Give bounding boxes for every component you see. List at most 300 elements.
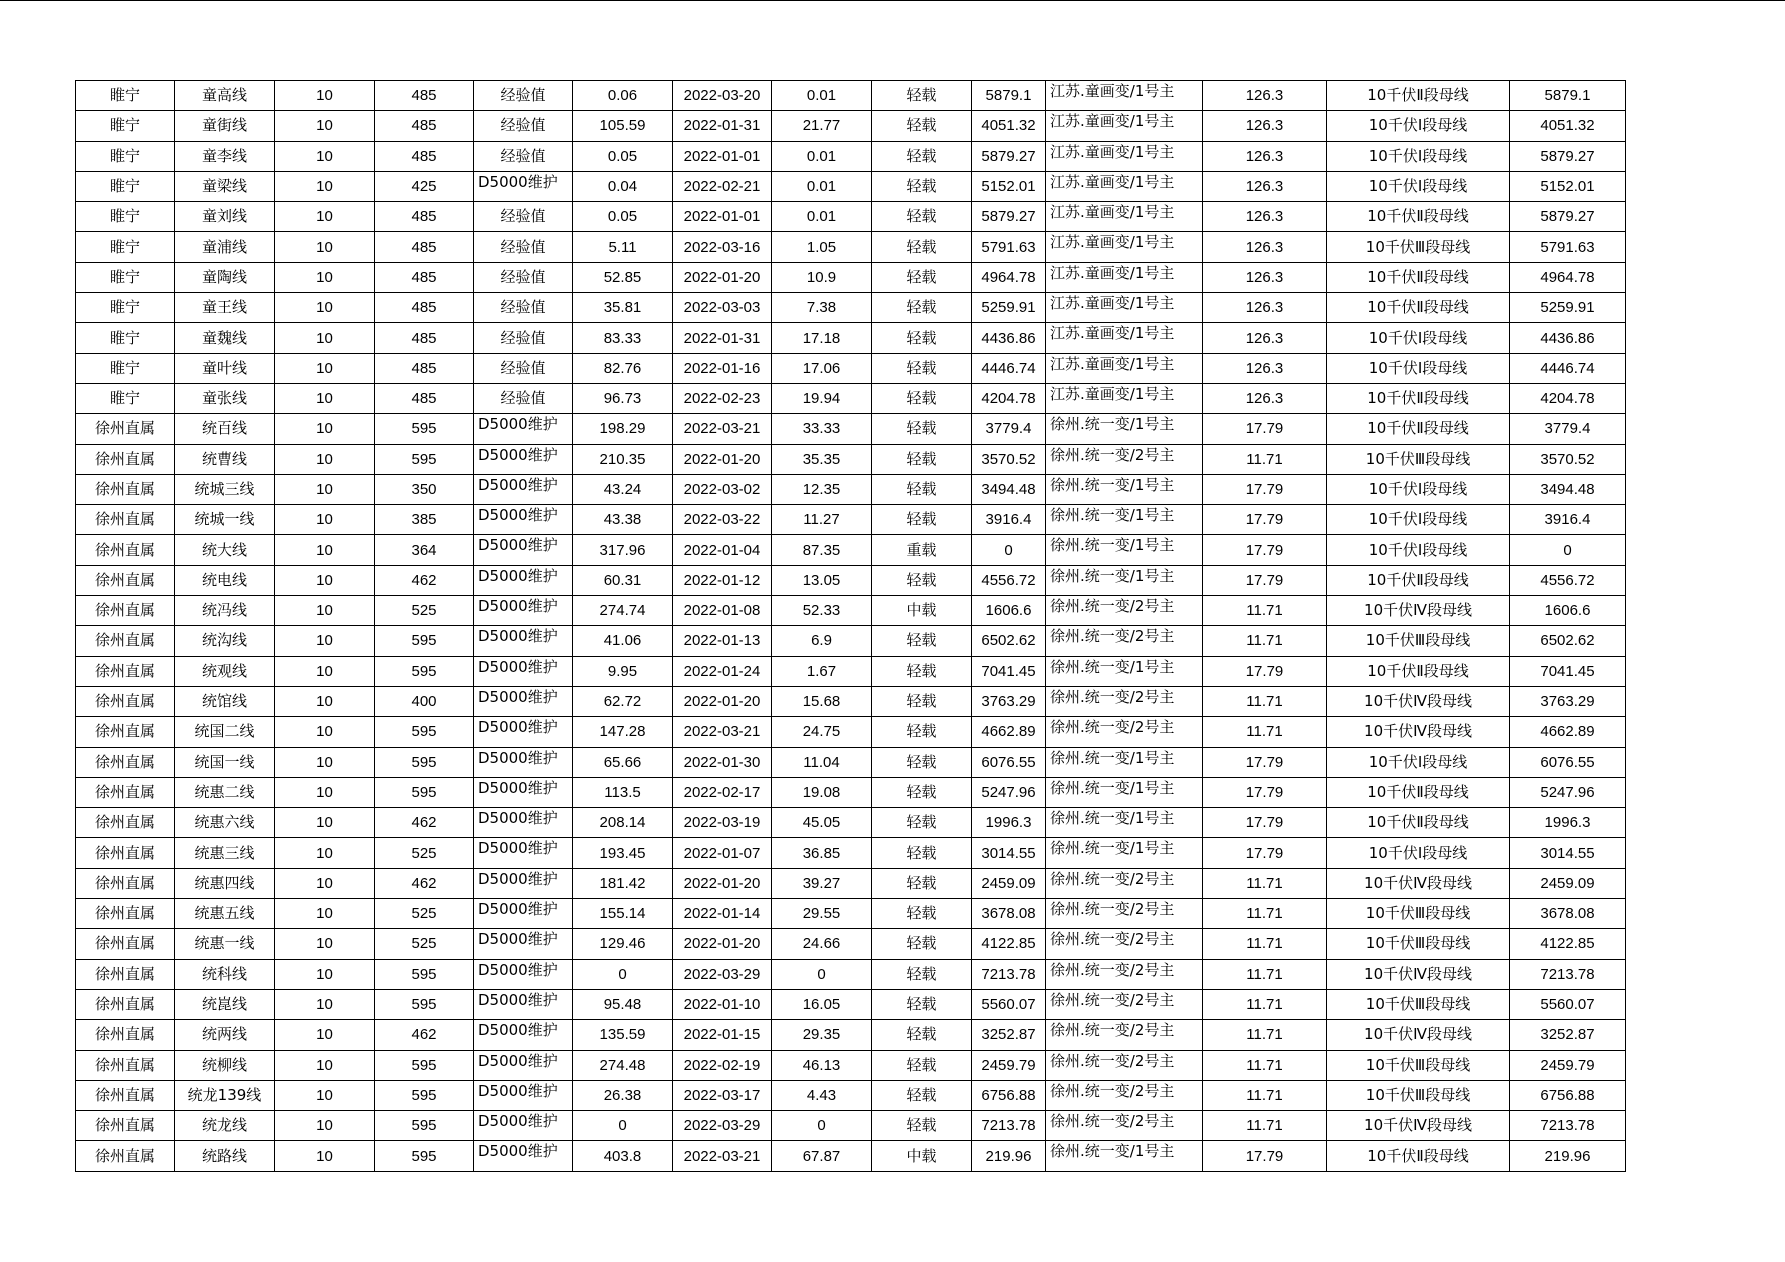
- current-source-cell: D5000维护: [474, 1111, 573, 1141]
- max-date-cell: 2022-01-20: [673, 929, 772, 959]
- margin-cell: 219.96: [972, 1141, 1046, 1171]
- margin-cell: 5560.07: [972, 989, 1046, 1019]
- bus-section-cell: 10千伏Ⅳ段母线: [1327, 959, 1510, 989]
- margin-cell: 0: [972, 535, 1046, 565]
- bus-section-cell: 10千伏Ⅳ段母线: [1327, 1020, 1510, 1050]
- unit-cell: 徐州直属: [76, 1050, 175, 1080]
- max-date-cell: 2022-03-29: [673, 1111, 772, 1141]
- load-status-cell: 轻载: [872, 474, 972, 504]
- load-rate-cell: 0: [772, 1111, 872, 1141]
- current-source-cell: D5000维护: [474, 171, 573, 201]
- unit-cell: 睢宁: [76, 111, 175, 141]
- table-row: [76, 808, 1626, 838]
- load-status-cell: 轻载: [872, 171, 972, 201]
- load-rate-cell: 10.9: [772, 262, 872, 292]
- main-transformer-cell: 徐州.统一变/1号主: [1046, 474, 1203, 504]
- bus-section-cell: 10千伏Ⅲ段母线: [1327, 626, 1510, 656]
- bus-section-cell: 10千伏Ⅲ段母线: [1327, 989, 1510, 1019]
- transformer-capacity-cell: 17.79: [1203, 474, 1327, 504]
- transformer-capacity-cell: 126.3: [1203, 171, 1327, 201]
- available-capacity-cell: 7041.45: [1510, 656, 1626, 686]
- load-status-cell: 轻载: [872, 565, 972, 595]
- max-current-cell: 113.5: [573, 777, 673, 807]
- feeder-name-cell: 统馆线: [175, 686, 275, 716]
- current-source-cell: D5000维护: [474, 929, 573, 959]
- table-row: [76, 1111, 1626, 1141]
- max-current-cell: 193.45: [573, 838, 673, 868]
- main-transformer-cell: 徐州.统一变/2号主: [1046, 1020, 1203, 1050]
- max-date-cell: 2022-01-10: [673, 989, 772, 1019]
- available-capacity-cell: 4051.32: [1510, 111, 1626, 141]
- available-capacity-cell: 2459.09: [1510, 868, 1626, 898]
- unit-cell: 徐州直属: [76, 929, 175, 959]
- available-capacity-cell: 6502.62: [1510, 626, 1626, 656]
- feeder-name-cell: 童魏线: [175, 323, 275, 353]
- voltage-cell: 10: [275, 959, 375, 989]
- unit-cell: 徐州直属: [76, 1020, 175, 1050]
- main-transformer-cell: 徐州.统一变/1号主: [1046, 777, 1203, 807]
- max-current-cell: 0.05: [573, 141, 673, 171]
- bus-section-cell: 10千伏Ⅰ段母线: [1327, 505, 1510, 535]
- max-current-cell: 0: [573, 959, 673, 989]
- available-capacity-cell: 3763.29: [1510, 686, 1626, 716]
- transformer-capacity-cell: 17.79: [1203, 535, 1327, 565]
- max-current-cell: 43.24: [573, 474, 673, 504]
- max-date-cell: 2022-01-01: [673, 202, 772, 232]
- max-current-cell: 129.46: [573, 929, 673, 959]
- rated-current-cell: 485: [375, 353, 474, 383]
- feeder-name-cell: 统观线: [175, 656, 275, 686]
- max-current-cell: 35.81: [573, 293, 673, 323]
- rated-current-cell: 462: [375, 868, 474, 898]
- rated-current-cell: 525: [375, 838, 474, 868]
- table-row: [76, 171, 1626, 201]
- max-date-cell: 2022-01-07: [673, 838, 772, 868]
- max-current-cell: 135.59: [573, 1020, 673, 1050]
- margin-cell: 3763.29: [972, 686, 1046, 716]
- table-row: [76, 989, 1626, 1019]
- load-status-cell: 轻载: [872, 232, 972, 262]
- margin-cell: 4556.72: [972, 565, 1046, 595]
- available-capacity-cell: 5879.27: [1510, 141, 1626, 171]
- max-current-cell: 96.73: [573, 383, 673, 413]
- available-capacity-cell: 5560.07: [1510, 989, 1626, 1019]
- main-transformer-cell: 徐州.统一变/1号主: [1046, 747, 1203, 777]
- max-current-cell: 60.31: [573, 565, 673, 595]
- max-date-cell: 2022-03-20: [673, 81, 772, 111]
- table-row: [76, 868, 1626, 898]
- load-status-cell: 轻载: [872, 505, 972, 535]
- unit-cell: 徐州直属: [76, 1111, 175, 1141]
- feeder-name-cell: 童浦线: [175, 232, 275, 262]
- load-status-cell: 轻载: [872, 1020, 972, 1050]
- feeder-name-cell: 统沟线: [175, 626, 275, 656]
- unit-cell: 徐州直属: [76, 989, 175, 1019]
- main-transformer-cell: 徐州.统一变/2号主: [1046, 626, 1203, 656]
- margin-cell: 5879.27: [972, 202, 1046, 232]
- feeder-name-cell: 统惠三线: [175, 838, 275, 868]
- table-row: [76, 535, 1626, 565]
- unit-cell: 徐州直属: [76, 474, 175, 504]
- load-rate-cell: 29.55: [772, 899, 872, 929]
- main-transformer-cell: 徐州.统一变/2号主: [1046, 717, 1203, 747]
- load-rate-cell: 36.85: [772, 838, 872, 868]
- rated-current-cell: 595: [375, 626, 474, 656]
- current-source-cell: D5000维护: [474, 717, 573, 747]
- available-capacity-cell: 1606.6: [1510, 596, 1626, 626]
- max-date-cell: 2022-03-16: [673, 232, 772, 262]
- feeder-name-cell: 童刘线: [175, 202, 275, 232]
- feeder-name-cell: 统龙139线: [175, 1080, 275, 1110]
- transformer-capacity-cell: 11.71: [1203, 444, 1327, 474]
- feeder-name-cell: 童王线: [175, 293, 275, 323]
- max-date-cell: 2022-01-20: [673, 686, 772, 716]
- available-capacity-cell: 3014.55: [1510, 838, 1626, 868]
- main-transformer-cell: 徐州.统一变/2号主: [1046, 1050, 1203, 1080]
- bus-section-cell: 10千伏Ⅰ段母线: [1327, 141, 1510, 171]
- max-current-cell: 62.72: [573, 686, 673, 716]
- table-row: [76, 1050, 1626, 1080]
- available-capacity-cell: 5879.1: [1510, 81, 1626, 111]
- rated-current-cell: 485: [375, 111, 474, 141]
- current-source-cell: 经验值: [474, 383, 573, 413]
- voltage-cell: 10: [275, 626, 375, 656]
- voltage-cell: 10: [275, 262, 375, 292]
- rated-current-cell: 595: [375, 747, 474, 777]
- available-capacity-cell: 0: [1510, 535, 1626, 565]
- load-status-cell: 轻载: [872, 747, 972, 777]
- bus-section-cell: 10千伏Ⅱ段母线: [1327, 777, 1510, 807]
- feeder-name-cell: 统惠四线: [175, 868, 275, 898]
- unit-cell: 徐州直属: [76, 444, 175, 474]
- feeder-name-cell: 统崑线: [175, 989, 275, 1019]
- load-rate-cell: 13.05: [772, 565, 872, 595]
- available-capacity-cell: 5247.96: [1510, 777, 1626, 807]
- margin-cell: 4964.78: [972, 262, 1046, 292]
- current-source-cell: D5000维护: [474, 656, 573, 686]
- load-rate-cell: 52.33: [772, 596, 872, 626]
- load-status-cell: 轻载: [872, 202, 972, 232]
- current-source-cell: D5000维护: [474, 747, 573, 777]
- current-source-cell: D5000维护: [474, 535, 573, 565]
- rated-current-cell: 595: [375, 656, 474, 686]
- voltage-cell: 10: [275, 232, 375, 262]
- bus-section-cell: 10千伏Ⅲ段母线: [1327, 232, 1510, 262]
- load-rate-cell: 19.94: [772, 383, 872, 413]
- unit-cell: 徐州直属: [76, 808, 175, 838]
- main-transformer-cell: 徐州.统一变/1号主: [1046, 808, 1203, 838]
- feeder-name-cell: 童梁线: [175, 171, 275, 201]
- max-current-cell: 0.06: [573, 81, 673, 111]
- available-capacity-cell: 6076.55: [1510, 747, 1626, 777]
- transformer-capacity-cell: 126.3: [1203, 81, 1327, 111]
- voltage-cell: 10: [275, 323, 375, 353]
- margin-cell: 4122.85: [972, 929, 1046, 959]
- main-transformer-cell: 徐州.统一变/2号主: [1046, 868, 1203, 898]
- transformer-capacity-cell: 126.3: [1203, 262, 1327, 292]
- max-date-cell: 2022-03-02: [673, 474, 772, 504]
- voltage-cell: 10: [275, 1111, 375, 1141]
- table-row: [76, 474, 1626, 504]
- current-source-cell: D5000维护: [474, 989, 573, 1019]
- max-date-cell: 2022-03-19: [673, 808, 772, 838]
- max-date-cell: 2022-01-24: [673, 656, 772, 686]
- load-rate-cell: 67.87: [772, 1141, 872, 1171]
- available-capacity-cell: 7213.78: [1510, 1111, 1626, 1141]
- max-date-cell: 2022-03-17: [673, 1080, 772, 1110]
- current-source-cell: 经验值: [474, 293, 573, 323]
- feeder-name-cell: 统惠一线: [175, 929, 275, 959]
- available-capacity-cell: 5259.91: [1510, 293, 1626, 323]
- unit-cell: 睢宁: [76, 323, 175, 353]
- unit-cell: 徐州直属: [76, 747, 175, 777]
- main-transformer-cell: 江苏.童画变/1号主: [1046, 202, 1203, 232]
- transformer-capacity-cell: 11.71: [1203, 959, 1327, 989]
- bus-section-cell: 10千伏Ⅰ段母线: [1327, 838, 1510, 868]
- max-date-cell: 2022-01-20: [673, 868, 772, 898]
- available-capacity-cell: 3570.52: [1510, 444, 1626, 474]
- max-date-cell: 2022-01-30: [673, 747, 772, 777]
- feeder-name-cell: 童张线: [175, 383, 275, 413]
- max-current-cell: 0.04: [573, 171, 673, 201]
- load-status-cell: 轻载: [872, 1050, 972, 1080]
- main-transformer-cell: 江苏.童画变/1号主: [1046, 111, 1203, 141]
- load-status-cell: 轻载: [872, 717, 972, 747]
- max-date-cell: 2022-01-14: [673, 899, 772, 929]
- max-date-cell: 2022-03-22: [673, 505, 772, 535]
- transformer-capacity-cell: 11.71: [1203, 596, 1327, 626]
- load-rate-cell: 21.77: [772, 111, 872, 141]
- load-rate-cell: 4.43: [772, 1080, 872, 1110]
- bus-section-cell: 10千伏Ⅱ段母线: [1327, 262, 1510, 292]
- available-capacity-cell: 4204.78: [1510, 383, 1626, 413]
- transformer-capacity-cell: 126.3: [1203, 111, 1327, 141]
- max-current-cell: 26.38: [573, 1080, 673, 1110]
- load-rate-cell: 1.67: [772, 656, 872, 686]
- transformer-capacity-cell: 17.79: [1203, 565, 1327, 595]
- load-status-cell: 轻载: [872, 81, 972, 111]
- current-source-cell: D5000维护: [474, 1080, 573, 1110]
- current-source-cell: D5000维护: [474, 959, 573, 989]
- unit-cell: 徐州直属: [76, 565, 175, 595]
- voltage-cell: 10: [275, 141, 375, 171]
- load-rate-cell: 0.01: [772, 171, 872, 201]
- load-rate-cell: 11.04: [772, 747, 872, 777]
- rated-current-cell: 425: [375, 171, 474, 201]
- bus-section-cell: 10千伏Ⅲ段母线: [1327, 899, 1510, 929]
- max-current-cell: 5.11: [573, 232, 673, 262]
- max-current-cell: 83.33: [573, 323, 673, 353]
- unit-cell: 徐州直属: [76, 686, 175, 716]
- transformer-capacity-cell: 126.3: [1203, 202, 1327, 232]
- rated-current-cell: 525: [375, 596, 474, 626]
- load-rate-cell: 24.66: [772, 929, 872, 959]
- current-source-cell: 经验值: [474, 81, 573, 111]
- load-rate-cell: 17.06: [772, 353, 872, 383]
- feeder-name-cell: 童叶线: [175, 353, 275, 383]
- max-date-cell: 2022-01-08: [673, 596, 772, 626]
- rated-current-cell: 485: [375, 81, 474, 111]
- load-rate-cell: 15.68: [772, 686, 872, 716]
- feeder-name-cell: 统路线: [175, 1141, 275, 1171]
- max-current-cell: 105.59: [573, 111, 673, 141]
- current-source-cell: 经验值: [474, 111, 573, 141]
- current-source-cell: D5000维护: [474, 899, 573, 929]
- current-source-cell: 经验值: [474, 353, 573, 383]
- unit-cell: 徐州直属: [76, 899, 175, 929]
- load-status-cell: 轻载: [872, 838, 972, 868]
- load-rate-cell: 16.05: [772, 989, 872, 1019]
- bus-section-cell: 10千伏Ⅱ段母线: [1327, 565, 1510, 595]
- table-row: [76, 717, 1626, 747]
- rated-current-cell: 485: [375, 202, 474, 232]
- load-rate-cell: 7.38: [772, 293, 872, 323]
- load-status-cell: 中载: [872, 596, 972, 626]
- bus-section-cell: 10千伏Ⅰ段母线: [1327, 353, 1510, 383]
- unit-cell: 睢宁: [76, 232, 175, 262]
- max-current-cell: 403.8: [573, 1141, 673, 1171]
- load-status-cell: 轻载: [872, 323, 972, 353]
- rated-current-cell: 385: [375, 505, 474, 535]
- load-rate-cell: 6.9: [772, 626, 872, 656]
- unit-cell: 徐州直属: [76, 1080, 175, 1110]
- max-date-cell: 2022-01-31: [673, 323, 772, 353]
- bus-section-cell: 10千伏Ⅳ段母线: [1327, 686, 1510, 716]
- transformer-capacity-cell: 11.71: [1203, 899, 1327, 929]
- load-rate-cell: 46.13: [772, 1050, 872, 1080]
- margin-cell: 6756.88: [972, 1080, 1046, 1110]
- table-row: [76, 899, 1626, 929]
- max-date-cell: 2022-03-03: [673, 293, 772, 323]
- max-date-cell: 2022-01-31: [673, 111, 772, 141]
- max-date-cell: 2022-02-21: [673, 171, 772, 201]
- max-date-cell: 2022-02-17: [673, 777, 772, 807]
- load-status-cell: 轻载: [872, 899, 972, 929]
- max-date-cell: 2022-03-21: [673, 1141, 772, 1171]
- bus-section-cell: 10千伏Ⅱ段母线: [1327, 414, 1510, 444]
- transformer-capacity-cell: 17.79: [1203, 777, 1327, 807]
- margin-cell: 7213.78: [972, 1111, 1046, 1141]
- load-rate-cell: 87.35: [772, 535, 872, 565]
- load-status-cell: 轻载: [872, 686, 972, 716]
- load-status-cell: 轻载: [872, 1111, 972, 1141]
- main-transformer-cell: 徐州.统一变/2号主: [1046, 444, 1203, 474]
- voltage-cell: 10: [275, 808, 375, 838]
- rated-current-cell: 462: [375, 1020, 474, 1050]
- rated-current-cell: 595: [375, 1050, 474, 1080]
- margin-cell: 7041.45: [972, 656, 1046, 686]
- table-row: [76, 656, 1626, 686]
- current-source-cell: D5000维护: [474, 1020, 573, 1050]
- current-source-cell: D5000维护: [474, 868, 573, 898]
- transformer-capacity-cell: 11.71: [1203, 929, 1327, 959]
- max-date-cell: 2022-01-13: [673, 626, 772, 656]
- max-current-cell: 9.95: [573, 656, 673, 686]
- table-row: [76, 1020, 1626, 1050]
- table-row: [76, 81, 1626, 111]
- voltage-cell: 10: [275, 989, 375, 1019]
- main-transformer-cell: 徐州.统一变/1号主: [1046, 414, 1203, 444]
- max-date-cell: 2022-02-19: [673, 1050, 772, 1080]
- main-transformer-cell: 徐州.统一变/2号主: [1046, 1080, 1203, 1110]
- margin-cell: 3570.52: [972, 444, 1046, 474]
- rated-current-cell: 364: [375, 535, 474, 565]
- feeder-name-cell: 统惠二线: [175, 777, 275, 807]
- load-status-cell: 轻载: [872, 868, 972, 898]
- available-capacity-cell: 3678.08: [1510, 899, 1626, 929]
- feeder-name-cell: 统科线: [175, 959, 275, 989]
- max-current-cell: 41.06: [573, 626, 673, 656]
- bus-section-cell: 10千伏Ⅱ段母线: [1327, 656, 1510, 686]
- available-capacity-cell: 4446.74: [1510, 353, 1626, 383]
- load-status-cell: 轻载: [872, 808, 972, 838]
- available-capacity-cell: 4964.78: [1510, 262, 1626, 292]
- transformer-capacity-cell: 17.79: [1203, 1141, 1327, 1171]
- rated-current-cell: 462: [375, 565, 474, 595]
- unit-cell: 徐州直属: [76, 838, 175, 868]
- current-source-cell: D5000维护: [474, 838, 573, 868]
- main-transformer-cell: 徐州.统一变/1号主: [1046, 656, 1203, 686]
- max-date-cell: 2022-03-21: [673, 717, 772, 747]
- feeder-name-cell: 童李线: [175, 141, 275, 171]
- available-capacity-cell: 5152.01: [1510, 171, 1626, 201]
- available-capacity-cell: 1996.3: [1510, 808, 1626, 838]
- margin-cell: 4051.32: [972, 111, 1046, 141]
- bus-section-cell: 10千伏Ⅲ段母线: [1327, 929, 1510, 959]
- voltage-cell: 10: [275, 505, 375, 535]
- available-capacity-cell: 6756.88: [1510, 1080, 1626, 1110]
- table-row: [76, 626, 1626, 656]
- rated-current-cell: 595: [375, 989, 474, 1019]
- bus-section-cell: 10千伏Ⅱ段母线: [1327, 293, 1510, 323]
- load-status-cell: 轻载: [872, 383, 972, 413]
- load-rate-cell: 0: [772, 959, 872, 989]
- current-source-cell: D5000维护: [474, 808, 573, 838]
- table-row: [76, 686, 1626, 716]
- voltage-cell: 10: [275, 1020, 375, 1050]
- table-row: [76, 232, 1626, 262]
- load-status-cell: 轻载: [872, 626, 972, 656]
- load-rate-cell: 11.27: [772, 505, 872, 535]
- transformer-capacity-cell: 126.3: [1203, 383, 1327, 413]
- feeder-name-cell: 统龙线: [175, 1111, 275, 1141]
- load-status-cell: 轻载: [872, 141, 972, 171]
- bus-section-cell: 10千伏Ⅳ段母线: [1327, 1111, 1510, 1141]
- max-current-cell: 0.05: [573, 202, 673, 232]
- voltage-cell: 10: [275, 353, 375, 383]
- unit-cell: 徐州直属: [76, 777, 175, 807]
- load-rate-cell: 0.01: [772, 81, 872, 111]
- transformer-capacity-cell: 126.3: [1203, 141, 1327, 171]
- main-transformer-cell: 徐州.统一变/1号主: [1046, 838, 1203, 868]
- feeder-name-cell: 统柳线: [175, 1050, 275, 1080]
- transformer-capacity-cell: 11.71: [1203, 868, 1327, 898]
- voltage-cell: 10: [275, 171, 375, 201]
- transformer-capacity-cell: 126.3: [1203, 323, 1327, 353]
- rated-current-cell: 595: [375, 1141, 474, 1171]
- load-rate-cell: 35.35: [772, 444, 872, 474]
- table-row: [76, 929, 1626, 959]
- table-row: [76, 838, 1626, 868]
- load-status-cell: 轻载: [872, 262, 972, 292]
- transformer-capacity-cell: 11.71: [1203, 686, 1327, 716]
- available-capacity-cell: 4122.85: [1510, 929, 1626, 959]
- load-rate-cell: 0.01: [772, 141, 872, 171]
- load-status-cell: 轻载: [872, 989, 972, 1019]
- unit-cell: 睢宁: [76, 81, 175, 111]
- main-transformer-cell: 江苏.童画变/1号主: [1046, 383, 1203, 413]
- main-transformer-cell: 江苏.童画变/1号主: [1046, 232, 1203, 262]
